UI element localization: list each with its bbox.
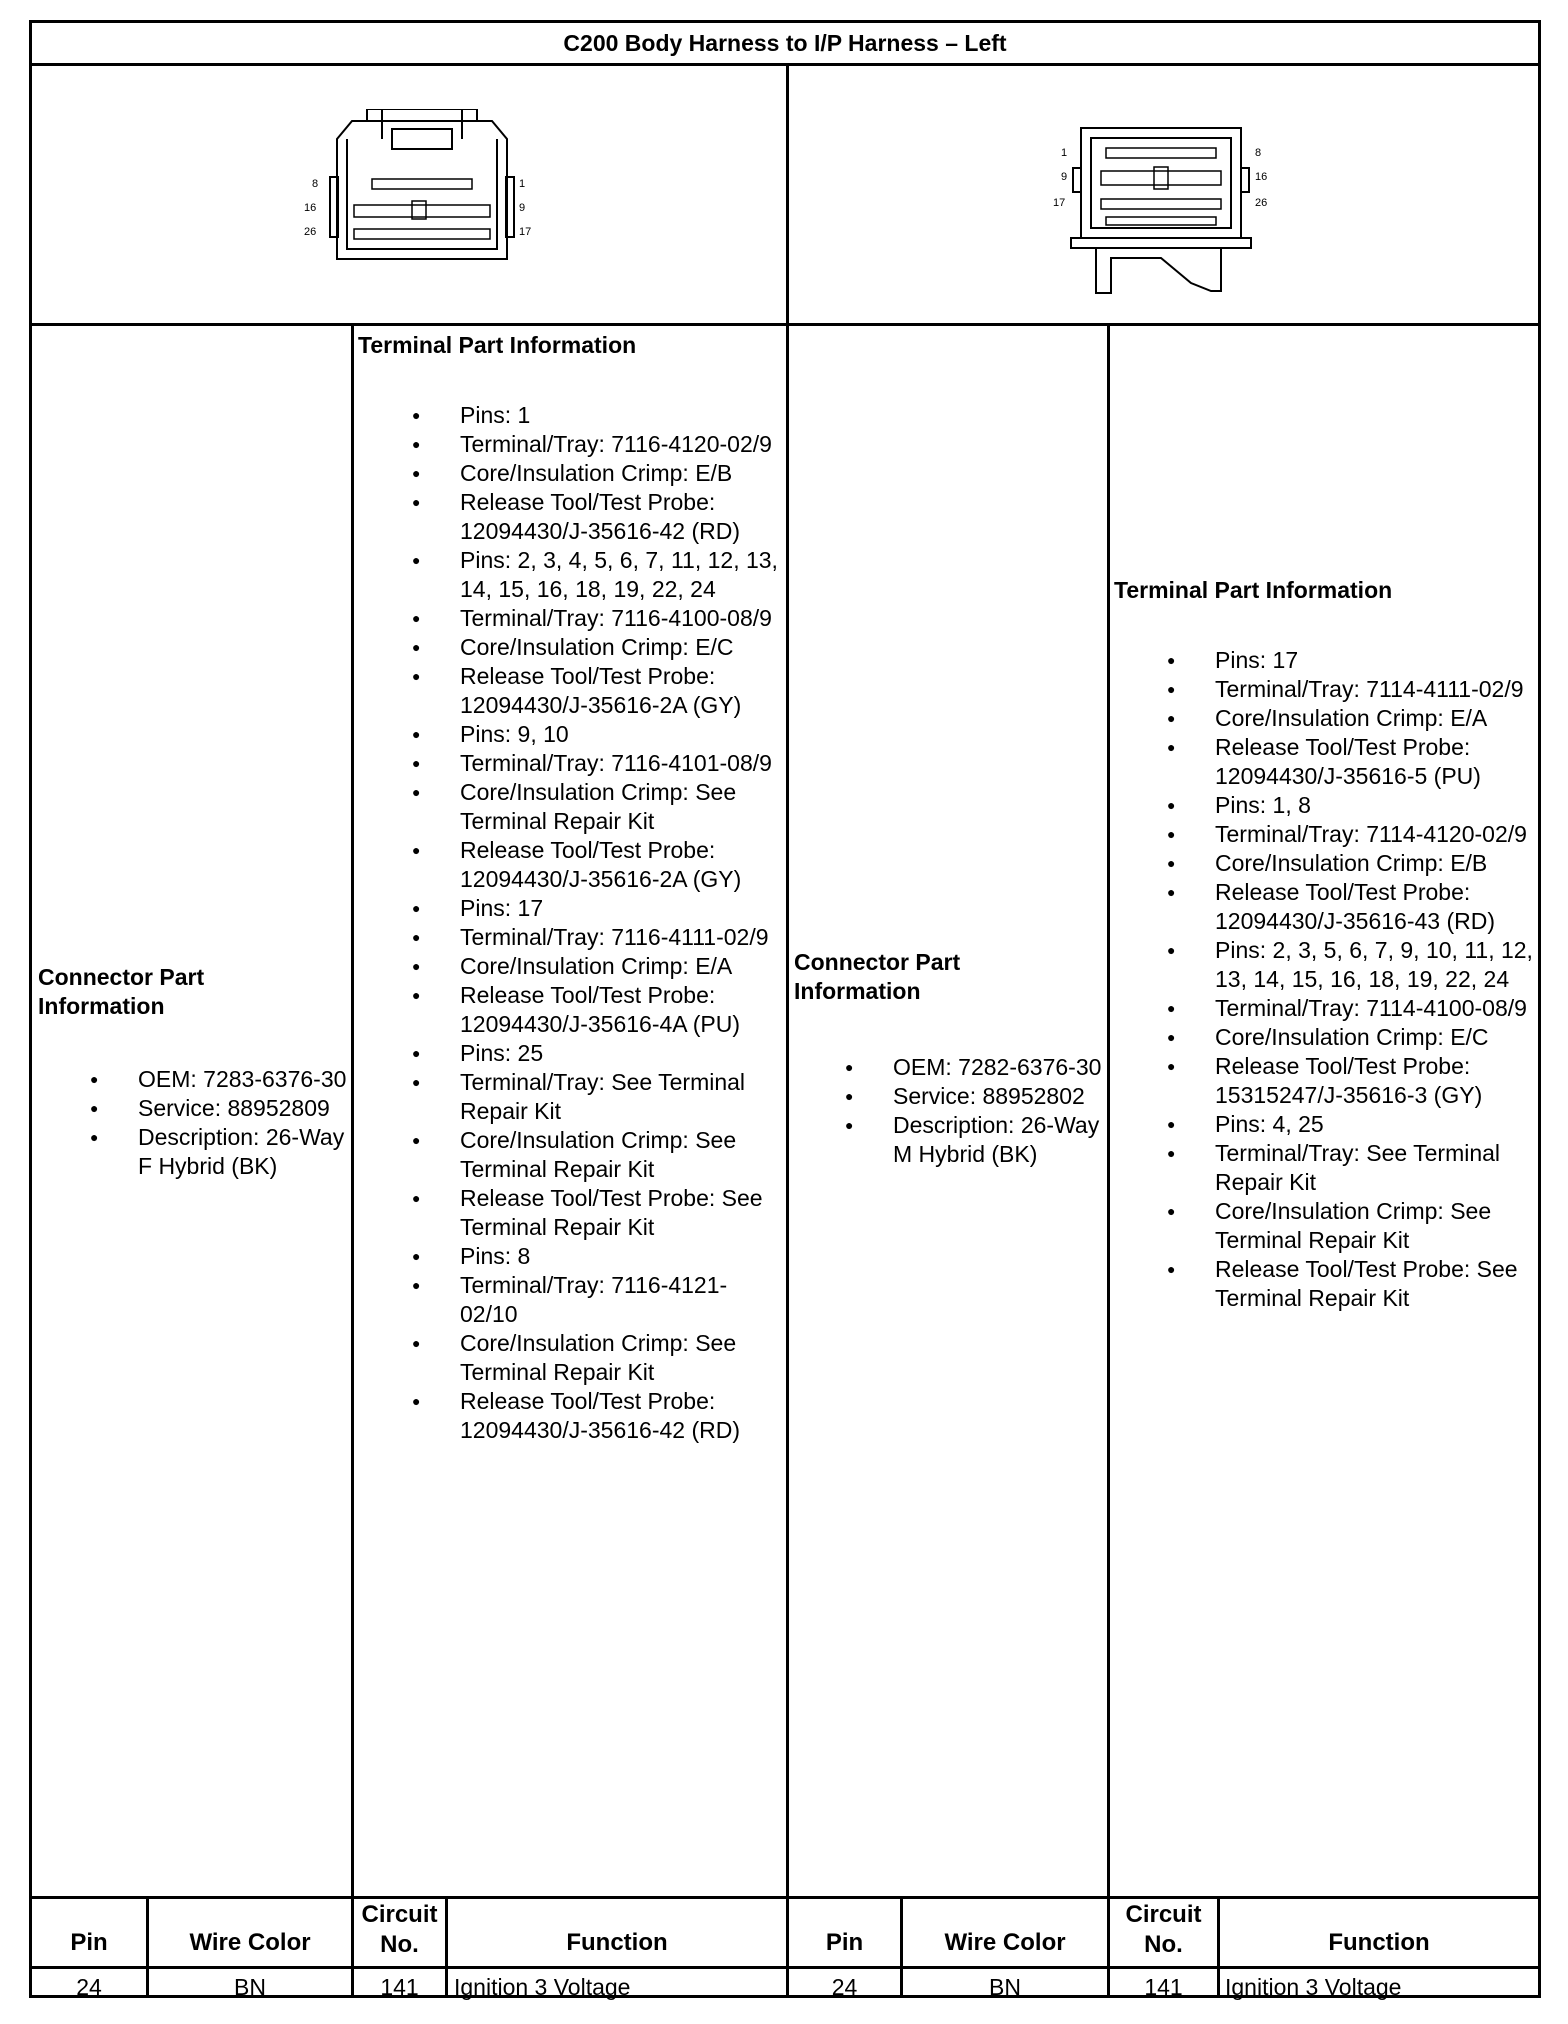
divider (32, 1896, 1538, 1899)
table-cell-function: Ignition 3 Voltage (1225, 1974, 1402, 2000)
pin-label: 17 (519, 226, 532, 238)
list-item: ● Core/Insulation Crimp: See Terminal Repair Kit (460, 778, 784, 836)
list-item: ● Terminal/Tray: 7114-4111-02/9 (1215, 675, 1537, 704)
table-cell-pin: 24 (76, 1974, 102, 2000)
list-item: ● Core/Insulation Crimp: E/A (460, 952, 784, 981)
table-cell-circuit: 141 (380, 1974, 419, 2000)
list-item: ● Release Tool/Test Probe: 12094430/J-35616-4A (PU) (460, 981, 784, 1039)
terminal-group (1215, 1110, 1537, 1313)
pin-label: 9 (1061, 171, 1068, 183)
list-item: ● Pins: 4, 25 (1215, 1110, 1537, 1139)
list-item: ● Core/Insulation Crimp: See Terminal Repair Kit (1215, 1197, 1537, 1255)
list-item: ● Pins: 1, 8 (1215, 791, 1537, 820)
left-connector-list (138, 1065, 348, 1181)
list-item: ● Pins: 1 (460, 401, 784, 430)
header-line: Circuit (1125, 1901, 1202, 1928)
list-item: ● Release Tool/Test Probe: 15315247/J-35616-3 (GY) (1215, 1052, 1537, 1110)
list-item: ● Release Tool/Test Probe: 12094430/J-35616-5 (PU) (1215, 733, 1537, 791)
list-item: ● Pins: 9, 10 (460, 720, 784, 749)
list-item: ● Pins: 17 (460, 894, 784, 923)
terminal-group (460, 1242, 784, 1445)
list-item: ● Pins: 8 (460, 1242, 784, 1271)
table-header-wire-color: Wire Color (189, 1929, 311, 1956)
right-terminal-heading: Terminal Part Information (1114, 577, 1393, 603)
terminal-group (1215, 646, 1537, 791)
pin-label: 26 (304, 226, 317, 238)
pin-label: 8 (1255, 147, 1262, 159)
right-connector-heading: Connector Part Information (794, 949, 961, 1004)
table-header-function: Function (1328, 1929, 1430, 1956)
list-item: ● Core/Insulation Crimp: E/C (1215, 1023, 1537, 1052)
terminal-group (1215, 791, 1537, 936)
table-cell-wire-color: BN (234, 1974, 266, 2000)
right-connector-list (893, 1053, 1105, 1169)
list-item: ● OEM: 7282-6376-30 (893, 1053, 1105, 1082)
list-item: ● Pins: 2, 3, 4, 5, 6, 7, 11, 12, 13, 14, 15, 16, 18, 19, 22, 24 (460, 546, 784, 604)
table-header-circuit (354, 1900, 445, 1960)
list-item: ● Release Tool/Test Probe: 12094430/J-35616-42 (RD) (460, 1387, 784, 1445)
list-item: ● Terminal/Tray: See Terminal Repair Kit (460, 1068, 784, 1126)
list-item: ● Pins: 25 (460, 1039, 784, 1068)
table-header-pin: Pin (825, 1929, 864, 1956)
list-item: ● Core/Insulation Crimp: See Terminal Repair Kit (460, 1126, 784, 1184)
list-item: ● OEM: 7283-6376-30 (138, 1065, 348, 1094)
page-title: C200 Body Harness to I/P Harness – Left (563, 30, 1007, 56)
table-header-function: Function (566, 1929, 668, 1956)
list-item: ● Release Tool/Test Probe: 12094430/J-35616-2A (GY) (460, 836, 784, 894)
pin-label: 1 (1061, 147, 1068, 159)
list-item: ● Core/Insulation Crimp: E/B (1215, 849, 1537, 878)
terminal-group (460, 1039, 784, 1242)
list-item: ● Description: 26-Way M Hybrid (BK) (893, 1111, 1105, 1169)
pin-label: 17 (1053, 197, 1066, 209)
divider (786, 63, 789, 1998)
list-item: ● Core/Insulation Crimp: See Terminal Repair Kit (460, 1329, 784, 1387)
connector-sheet (29, 20, 1541, 1998)
list-item: ● Terminal/Tray: 7116-4121-02/10 (460, 1271, 784, 1329)
table-cell-function: Ignition 3 Voltage (454, 1974, 631, 2000)
list-item: ● Service: 88952802 (893, 1082, 1105, 1111)
pin-label: 8 (312, 178, 319, 190)
divider (1107, 323, 1110, 1998)
list-item: ● Terminal/Tray: 7116-4120-02/9 (460, 430, 784, 459)
list-item: ● Terminal/Tray: See Terminal Repair Kit (1215, 1139, 1537, 1197)
list-item: ● Service: 88952809 (138, 1094, 348, 1123)
table-cell-circuit: 141 (1144, 1974, 1183, 2000)
terminal-group (1215, 936, 1537, 1110)
left-terminal-heading: Terminal Part Information (358, 332, 637, 358)
pin-label: 16 (1255, 171, 1268, 183)
pin-label: 26 (1255, 197, 1268, 209)
header-line: No. (380, 1931, 419, 1958)
list-item: ● Terminal/Tray: 7116-4100-08/9 (460, 604, 784, 633)
list-item: ● Terminal/Tray: 7114-4120-02/9 (1215, 820, 1537, 849)
left-connector-heading: Connector Part Information (38, 964, 205, 1019)
list-item: ● Release Tool/Test Probe: 12094430/J-35616-2A (GY) (460, 662, 784, 720)
table-header-circuit (1110, 1900, 1217, 1960)
table-cell-wire-color: BN (989, 1974, 1021, 2000)
list-item: ● Release Tool/Test Probe: 12094430/J-35616-43 (RD) (1215, 878, 1537, 936)
list-item: ● Core/Insulation Crimp: E/C (460, 633, 784, 662)
list-item: ● Core/Insulation Crimp: E/A (1215, 704, 1537, 733)
divider (351, 323, 354, 1998)
list-item: ● Release Tool/Test Probe: See Terminal Repair Kit (1215, 1255, 1537, 1313)
terminal-group (460, 401, 784, 546)
list-item: ● Terminal/Tray: 7116-4101-08/9 (460, 749, 784, 778)
list-item: ● Terminal/Tray: 7114-4100-08/9 (1215, 994, 1537, 1023)
divider (32, 1966, 1538, 1969)
list-item: ● Release Tool/Test Probe: See Terminal Repair Kit (460, 1184, 784, 1242)
list-item: ● Pins: 17 (1215, 646, 1537, 675)
pin-label: 16 (304, 202, 317, 214)
table-cell-pin: 24 (831, 1974, 858, 2000)
pin-label: 1 (519, 178, 526, 190)
table-header-pin: Pin (70, 1929, 108, 1956)
terminal-group (460, 894, 784, 1039)
list-item: ● Release Tool/Test Probe: 12094430/J-35616-42 (RD) (460, 488, 784, 546)
terminal-group (460, 546, 784, 720)
list-item: ● Pins: 2, 3, 5, 6, 7, 9, 10, 11, 12, 13, 14, 15, 16, 18, 19, 22, 24 (1215, 936, 1537, 994)
right-terminal-groups (1215, 646, 1537, 1313)
left-terminal-groups (460, 401, 784, 1445)
terminal-group (460, 720, 784, 894)
header-line: Circuit (361, 1901, 438, 1928)
divider (32, 323, 1538, 326)
table-header-wire-color: Wire Color (944, 1929, 1066, 1956)
list-item: ● Description: 26-Way F Hybrid (BK) (138, 1123, 348, 1181)
divider (32, 63, 1538, 66)
header-line: No. (1144, 1931, 1183, 1958)
pin-label: 9 (519, 202, 526, 214)
left-connector-drawing (292, 109, 552, 274)
list-item: ● Terminal/Tray: 7116-4111-02/9 (460, 923, 784, 952)
right-connector-drawing (1041, 123, 1281, 308)
list-item: ● Core/Insulation Crimp: E/B (460, 459, 784, 488)
